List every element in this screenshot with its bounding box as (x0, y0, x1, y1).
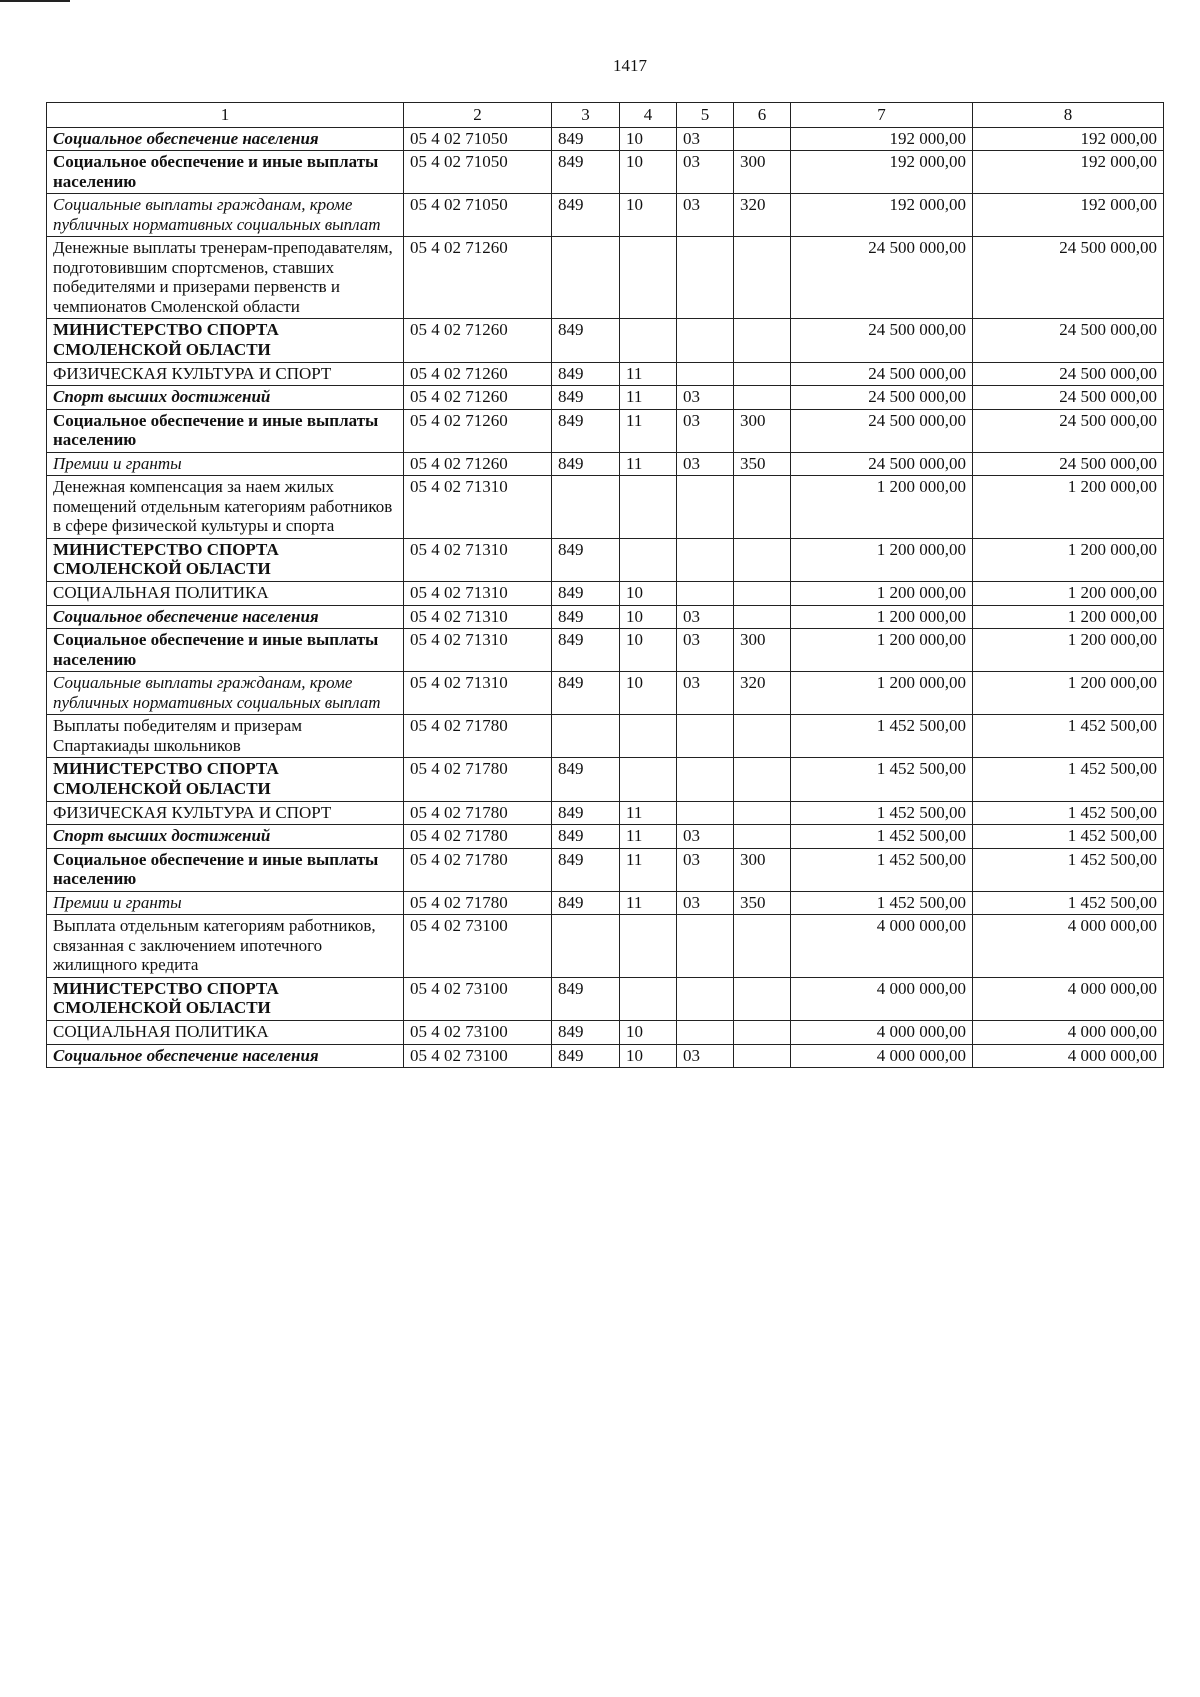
expense-type-cell (734, 605, 791, 629)
subsection-cell (677, 1020, 734, 1044)
ministry-code-cell: 849 (552, 452, 620, 476)
header-col-5: 5 (677, 103, 734, 128)
table-row (47, 801, 1164, 825)
amount-col8-cell: 24 500 000,00 (973, 386, 1164, 410)
amount-col8-cell: 192 000,00 (973, 151, 1164, 194)
ministry-code-cell: 849 (552, 977, 620, 1020)
subsection-cell (677, 538, 734, 581)
amount-col8-cell: 192 000,00 (973, 194, 1164, 237)
subsection-cell (677, 582, 734, 606)
amount-col7-cell: 192 000,00 (791, 151, 973, 194)
section-cell (620, 538, 677, 581)
expense-type-cell (734, 319, 791, 362)
section-cell: 10 (620, 151, 677, 194)
page-number: 1417 (613, 56, 647, 75)
row-name-cell: Выплаты победителям и призерам Спартакиады школьников (47, 715, 404, 758)
amount-col7-cell: 1 452 500,00 (791, 801, 973, 825)
table-row (47, 825, 1164, 849)
amount-col7-cell: 1 200 000,00 (791, 476, 973, 539)
target-code-cell: 05 4 02 71260 (404, 452, 552, 476)
subsection-cell: 03 (677, 672, 734, 715)
amount-col7-cell: 24 500 000,00 (791, 237, 973, 319)
subsection-cell: 03 (677, 605, 734, 629)
expense-type-cell: 350 (734, 452, 791, 476)
target-code-cell: 05 4 02 71260 (404, 362, 552, 386)
subsection-cell: 03 (677, 409, 734, 452)
expense-type-cell (734, 915, 791, 978)
subsection-cell (677, 758, 734, 801)
section-cell: 11 (620, 362, 677, 386)
subsection-cell (677, 801, 734, 825)
amount-col7-cell: 1 452 500,00 (791, 715, 973, 758)
target-code-cell: 05 4 02 71050 (404, 151, 552, 194)
amount-col8-cell: 1 200 000,00 (973, 538, 1164, 581)
section-cell: 11 (620, 825, 677, 849)
expense-type-cell (734, 582, 791, 606)
section-cell: 11 (620, 891, 677, 915)
target-code-cell: 05 4 02 71050 (404, 194, 552, 237)
subsection-cell: 03 (677, 825, 734, 849)
row-name-cell: Денежная компенсация за наем жилых помещений отдельным категориям работников в сфере физической культуры и спорта (47, 476, 404, 539)
amount-col7-cell: 192 000,00 (791, 194, 973, 237)
target-code-cell: 05 4 02 71780 (404, 848, 552, 891)
amount-col8-cell: 24 500 000,00 (973, 362, 1164, 386)
amount-col8-cell: 1 200 000,00 (973, 672, 1164, 715)
section-cell (620, 915, 677, 978)
table-row (47, 237, 1164, 319)
amount-col8-cell: 1 452 500,00 (973, 891, 1164, 915)
target-code-cell: 05 4 02 71310 (404, 672, 552, 715)
row-name-cell: Социальное обеспечение и иные выплаты населению (47, 629, 404, 672)
ministry-code-cell: 849 (552, 1020, 620, 1044)
amount-col7-cell: 4 000 000,00 (791, 977, 973, 1020)
amount-col7-cell: 1 200 000,00 (791, 538, 973, 581)
amount-col8-cell: 24 500 000,00 (973, 319, 1164, 362)
subsection-cell: 03 (677, 452, 734, 476)
subsection-cell: 03 (677, 1044, 734, 1068)
header-col-3: 3 (552, 103, 620, 128)
amount-col7-cell: 24 500 000,00 (791, 452, 973, 476)
expense-type-cell (734, 825, 791, 849)
row-name-cell: Социальное обеспечение населения (47, 1044, 404, 1068)
amount-col7-cell: 1 452 500,00 (791, 891, 973, 915)
row-name-cell: Социальное обеспечение и иные выплаты населению (47, 409, 404, 452)
target-code-cell: 05 4 02 73100 (404, 977, 552, 1020)
section-cell: 10 (620, 1020, 677, 1044)
amount-col8-cell: 1 200 000,00 (973, 629, 1164, 672)
amount-col8-cell: 4 000 000,00 (973, 977, 1164, 1020)
table-row (47, 977, 1164, 1020)
row-name-cell: Премии и гранты (47, 891, 404, 915)
ministry-code-cell: 849 (552, 386, 620, 410)
table-row (47, 1044, 1164, 1068)
table-row (47, 151, 1164, 194)
expense-type-cell (734, 237, 791, 319)
ministry-code-cell: 849 (552, 194, 620, 237)
section-cell: 10 (620, 672, 677, 715)
amount-col7-cell: 1 452 500,00 (791, 758, 973, 801)
amount-col7-cell: 4 000 000,00 (791, 1020, 973, 1044)
amount-col8-cell: 24 500 000,00 (973, 237, 1164, 319)
target-code-cell: 05 4 02 71780 (404, 891, 552, 915)
amount-col8-cell: 1 200 000,00 (973, 605, 1164, 629)
row-name-cell: Социальное обеспечение и иные выплаты населению (47, 848, 404, 891)
target-code-cell: 05 4 02 73100 (404, 1044, 552, 1068)
section-cell: 10 (620, 629, 677, 672)
table-row (47, 629, 1164, 672)
row-name-cell: Социальное обеспечение населения (47, 127, 404, 151)
amount-col7-cell: 1 200 000,00 (791, 629, 973, 672)
header-col-2: 2 (404, 103, 552, 128)
table-row (47, 194, 1164, 237)
ministry-code-cell: 849 (552, 801, 620, 825)
expense-type-cell: 320 (734, 672, 791, 715)
expense-type-cell (734, 1044, 791, 1068)
ministry-code-cell (552, 476, 620, 539)
ministry-code-cell (552, 915, 620, 978)
expense-type-cell: 300 (734, 409, 791, 452)
row-name-cell: Спорт высших достижений (47, 386, 404, 410)
target-code-cell: 05 4 02 73100 (404, 915, 552, 978)
table-row (47, 715, 1164, 758)
subsection-cell (677, 362, 734, 386)
ministry-code-cell: 849 (552, 758, 620, 801)
ministry-code-cell: 849 (552, 582, 620, 606)
subsection-cell (677, 715, 734, 758)
ministry-code-cell: 849 (552, 891, 620, 915)
amount-col8-cell: 1 452 500,00 (973, 715, 1164, 758)
row-name-cell: Денежные выплаты тренерам-преподавателям, подготовившим спортсменов, ставших победителями и призерами первенств и чемпионатов Смоленской области (47, 237, 404, 319)
section-cell: 11 (620, 452, 677, 476)
amount-col7-cell: 24 500 000,00 (791, 386, 973, 410)
target-code-cell: 05 4 02 71260 (404, 237, 552, 319)
ministry-code-cell (552, 237, 620, 319)
amount-col7-cell: 1 200 000,00 (791, 582, 973, 606)
target-code-cell: 05 4 02 71310 (404, 476, 552, 539)
target-code-cell: 05 4 02 71780 (404, 758, 552, 801)
amount-col7-cell: 4 000 000,00 (791, 1044, 973, 1068)
subsection-cell: 03 (677, 127, 734, 151)
section-cell: 11 (620, 848, 677, 891)
amount-col8-cell: 24 500 000,00 (973, 409, 1164, 452)
target-code-cell: 05 4 02 71780 (404, 825, 552, 849)
row-name-cell: МИНИСТЕРСТВО СПОРТА СМОЛЕНСКОЙ ОБЛАСТИ (47, 977, 404, 1020)
amount-col7-cell: 1 452 500,00 (791, 825, 973, 849)
section-cell: 10 (620, 582, 677, 606)
section-cell (620, 715, 677, 758)
row-name-cell: МИНИСТЕРСТВО СПОРТА СМОЛЕНСКОЙ ОБЛАСТИ (47, 319, 404, 362)
section-cell: 10 (620, 605, 677, 629)
row-name-cell: СОЦИАЛЬНАЯ ПОЛИТИКА (47, 582, 404, 606)
section-cell (620, 758, 677, 801)
target-code-cell: 05 4 02 71780 (404, 715, 552, 758)
ministry-code-cell: 849 (552, 151, 620, 194)
amount-col8-cell: 1 452 500,00 (973, 848, 1164, 891)
table-row (47, 319, 1164, 362)
header-col-1: 1 (47, 103, 404, 128)
row-name-cell: МИНИСТЕРСТВО СПОРТА СМОЛЕНСКОЙ ОБЛАСТИ (47, 538, 404, 581)
ministry-code-cell: 849 (552, 319, 620, 362)
header-col-8: 8 (973, 103, 1164, 128)
expense-type-cell: 300 (734, 151, 791, 194)
expense-type-cell (734, 538, 791, 581)
table-row (47, 1020, 1164, 1044)
ministry-code-cell: 849 (552, 848, 620, 891)
ministry-code-cell (552, 715, 620, 758)
target-code-cell: 05 4 02 71050 (404, 127, 552, 151)
table-body (47, 127, 1164, 1068)
ministry-code-cell: 849 (552, 1044, 620, 1068)
top-rule (0, 0, 70, 2)
subsection-cell: 03 (677, 629, 734, 672)
expense-type-cell: 350 (734, 891, 791, 915)
target-code-cell: 05 4 02 71260 (404, 319, 552, 362)
table-row (47, 605, 1164, 629)
amount-col8-cell: 24 500 000,00 (973, 452, 1164, 476)
ministry-code-cell: 849 (552, 127, 620, 151)
row-name-cell: Социальные выплаты гражданам, кроме публичных нормативных социальных выплат (47, 194, 404, 237)
table-row (47, 915, 1164, 978)
expense-type-cell (734, 801, 791, 825)
row-name-cell: МИНИСТЕРСТВО СПОРТА СМОЛЕНСКОЙ ОБЛАСТИ (47, 758, 404, 801)
section-cell: 11 (620, 409, 677, 452)
table-row (47, 848, 1164, 891)
section-cell: 10 (620, 1044, 677, 1068)
table-row (47, 476, 1164, 539)
amount-col7-cell: 1 452 500,00 (791, 848, 973, 891)
amount-col7-cell: 24 500 000,00 (791, 319, 973, 362)
table-row (47, 891, 1164, 915)
table-row (47, 386, 1164, 410)
section-cell: 11 (620, 386, 677, 410)
header-row (47, 103, 1164, 128)
amount-col8-cell: 1 452 500,00 (973, 825, 1164, 849)
row-name-cell: Выплата отдельным категориям работников, связанная с заключением ипотечного жилищного кредита (47, 915, 404, 978)
expense-type-cell (734, 1020, 791, 1044)
expense-type-cell (734, 715, 791, 758)
table-row (47, 672, 1164, 715)
amount-col7-cell: 24 500 000,00 (791, 362, 973, 386)
subsection-cell: 03 (677, 386, 734, 410)
ministry-code-cell: 849 (552, 605, 620, 629)
table-row (47, 452, 1164, 476)
section-cell: 10 (620, 127, 677, 151)
amount-col8-cell: 4 000 000,00 (973, 1044, 1164, 1068)
target-code-cell: 05 4 02 71780 (404, 801, 552, 825)
amount-col7-cell: 4 000 000,00 (791, 915, 973, 978)
expense-type-cell: 300 (734, 629, 791, 672)
table-row (47, 127, 1164, 151)
table-row (47, 758, 1164, 801)
target-code-cell: 05 4 02 71260 (404, 386, 552, 410)
subsection-cell (677, 237, 734, 319)
ministry-code-cell: 849 (552, 672, 620, 715)
table-row (47, 409, 1164, 452)
target-code-cell: 05 4 02 71260 (404, 409, 552, 452)
subsection-cell: 03 (677, 194, 734, 237)
expense-type-cell (734, 476, 791, 539)
table-row (47, 582, 1164, 606)
section-cell (620, 977, 677, 1020)
amount-col7-cell: 24 500 000,00 (791, 409, 973, 452)
subsection-cell (677, 476, 734, 539)
budget-table (46, 102, 1164, 1068)
amount-col8-cell: 1 452 500,00 (973, 801, 1164, 825)
expense-type-cell (734, 386, 791, 410)
expense-type-cell (734, 977, 791, 1020)
ministry-code-cell: 849 (552, 538, 620, 581)
row-name-cell: Социальные выплаты гражданам, кроме публичных нормативных социальных выплат (47, 672, 404, 715)
row-name-cell: СОЦИАЛЬНАЯ ПОЛИТИКА (47, 1020, 404, 1044)
amount-col8-cell: 1 200 000,00 (973, 476, 1164, 539)
ministry-code-cell: 849 (552, 409, 620, 452)
header-col-7: 7 (791, 103, 973, 128)
row-name-cell: Социальное обеспечение и иные выплаты населению (47, 151, 404, 194)
subsection-cell: 03 (677, 891, 734, 915)
subsection-cell (677, 977, 734, 1020)
row-name-cell: ФИЗИЧЕСКАЯ КУЛЬТУРА И СПОРТ (47, 801, 404, 825)
ministry-code-cell: 849 (552, 825, 620, 849)
row-name-cell: ФИЗИЧЕСКАЯ КУЛЬТУРА И СПОРТ (47, 362, 404, 386)
amount-col7-cell: 192 000,00 (791, 127, 973, 151)
target-code-cell: 05 4 02 71310 (404, 582, 552, 606)
expense-type-cell (734, 362, 791, 386)
ministry-code-cell: 849 (552, 629, 620, 672)
subsection-cell (677, 915, 734, 978)
header-col-6: 6 (734, 103, 791, 128)
amount-col8-cell: 4 000 000,00 (973, 915, 1164, 978)
expense-type-cell: 300 (734, 848, 791, 891)
amount-col8-cell: 4 000 000,00 (973, 1020, 1164, 1044)
section-cell (620, 237, 677, 319)
subsection-cell: 03 (677, 151, 734, 194)
section-cell: 11 (620, 801, 677, 825)
section-cell (620, 319, 677, 362)
target-code-cell: 05 4 02 73100 (404, 1020, 552, 1044)
ministry-code-cell: 849 (552, 362, 620, 386)
table-row (47, 362, 1164, 386)
amount-col8-cell: 1 452 500,00 (973, 758, 1164, 801)
target-code-cell: 05 4 02 71310 (404, 538, 552, 581)
subsection-cell (677, 319, 734, 362)
table-row (47, 538, 1164, 581)
section-cell (620, 476, 677, 539)
amount-col7-cell: 1 200 000,00 (791, 605, 973, 629)
row-name-cell: Премии и гранты (47, 452, 404, 476)
target-code-cell: 05 4 02 71310 (404, 629, 552, 672)
section-cell: 10 (620, 194, 677, 237)
expense-type-cell: 320 (734, 194, 791, 237)
row-name-cell: Спорт высших достижений (47, 825, 404, 849)
subsection-cell: 03 (677, 848, 734, 891)
amount-col8-cell: 192 000,00 (973, 127, 1164, 151)
expense-type-cell (734, 127, 791, 151)
target-code-cell: 05 4 02 71310 (404, 605, 552, 629)
row-name-cell: Социальное обеспечение населения (47, 605, 404, 629)
expense-type-cell (734, 758, 791, 801)
header-col-4: 4 (620, 103, 677, 128)
amount-col7-cell: 1 200 000,00 (791, 672, 973, 715)
amount-col8-cell: 1 200 000,00 (973, 582, 1164, 606)
